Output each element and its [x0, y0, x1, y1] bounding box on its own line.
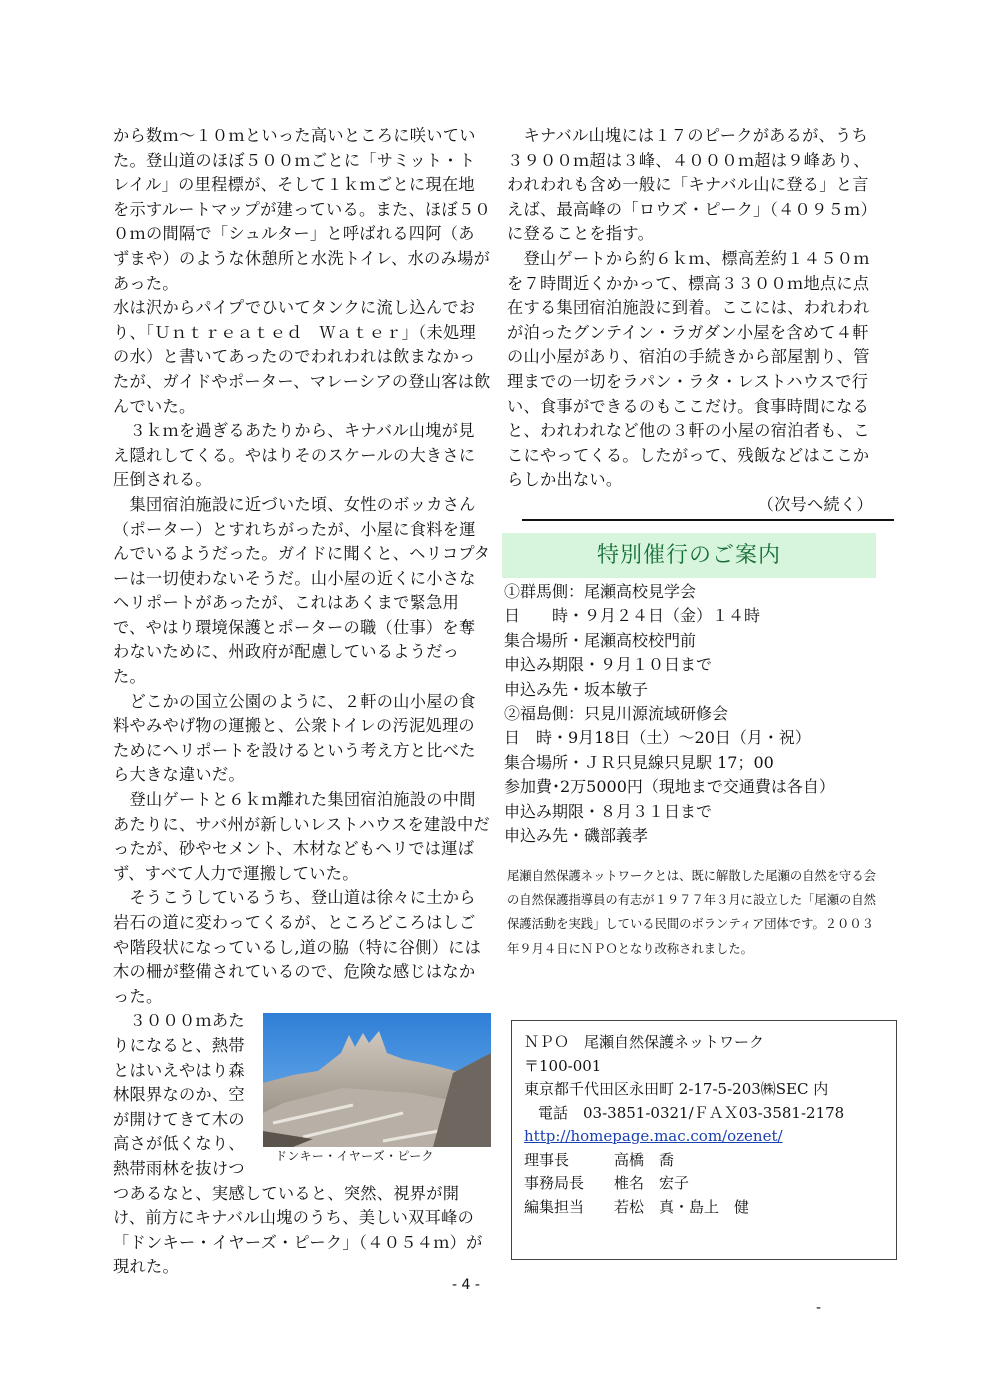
organization-description: [507, 864, 877, 961]
article-paragraph: どこかの国立公園のように、２軒の山小屋の食料やみやげ物の運搬と、公衆トイレの汚泥処理のためにヘリポートを設けるという考え方と比べたら大きな違いだ。: [113, 691, 476, 785]
staff-line: 編集担当 若松 真・島上 健: [524, 1197, 750, 1216]
about-text: 尾瀬自然保護ネットワークとは、既に解散した尾瀬の自然を守る会の自然保護指導員の有志が１９７７年３月に設立した「尾瀬の自然保護活動を実践」している民間のボランティア団体です。２００３年９月４日にＮＰＯとなり改称されました。: [507, 869, 876, 956]
article-left-column: [113, 124, 491, 1280]
notice-line: 日 時・９月２４日（金）１４時: [504, 606, 761, 626]
article-paragraph: ３ｋｍを過ぎるあたりから、キナバル山塊が見え隠れしてくる。やはりそのスケールの大きさに圧倒される。: [113, 421, 476, 490]
website-link[interactable]: http://homepage.mac.com/ozenet/: [524, 1127, 783, 1145]
notice-line: 集合場所・尾瀬高校校門前: [504, 630, 697, 650]
donkey-ears-peak-photo: [263, 1013, 491, 1147]
article-paragraph: ３０００ｍあたりになると、熱帯とはいえやはり森林限界なのか、空が開けてきて木の高さが低くなり、熱帯雨林を抜けつつあるなと、実感していると、突然、視界が開け、前方にキナバル山塊のうち、美しい双耳峰の「ドンキー・イヤーズ・ピーク」（４０５４ｍ）が現れた。: [113, 1011, 483, 1277]
address: 東京都千代田区永田町 2-17-5-203㈱SEC 内: [524, 1080, 829, 1098]
continued-note: （次号へ続く）: [757, 494, 873, 514]
notice-line: ①群馬側：尾瀬高校見学会: [504, 582, 697, 601]
notice-title: 特別催行のご案内: [502, 533, 876, 578]
corner-mark: -: [816, 1300, 822, 1316]
article-paragraph: 登山ゲートから約６ｋｍ、標高差約１４５０ｍを７時間近くかかって、標高３３００ｍ地点に点在する集団宿泊施設に到着。ここには、われわれが泊ったグンテイン・ラガダン小屋を含めて４軒の山小屋があり、宿泊の手続きから部屋割り、管理までの一切をラパン・ラタ・レストハウスで行い、食事ができるのもここだけ。食事時間になると、われわれなど他の３軒の小屋の宿泊者も、ここにやってくる。したがって、残飯などはここからしか出ない。: [507, 248, 870, 490]
section-divider: [522, 519, 894, 521]
org-name: ＮＰＯ 尾瀬自然保護ネットワーク: [524, 1033, 765, 1051]
article-paragraph: 集団宿泊施設に近づいた頃、女性のボッカさん（ポーター）とすれちがったが、小屋に食料を運んでいるようだった。ガイドに聞くと、ヘリコプターは一切使わないそうだ。山小屋の近くに小さなヘリポートがあったが、これはあくまで緊急用で、やはり環境保護とポーターの職（仕事）を奪わないために、州政府が配慮しているようだった。: [113, 494, 491, 687]
notice-line: 申込み期限・８月３１日まで: [504, 801, 713, 821]
notice-line: 申込み先・磯部義孝: [504, 826, 649, 846]
article-right-column: [507, 124, 879, 518]
page-number: - 4 -: [452, 1277, 480, 1293]
staff-line: 理事長 高橋 喬: [524, 1150, 675, 1169]
photo-caption: ドンキー・イヤーズ・ピーク: [275, 1149, 434, 1164]
article-paragraph: 登山ゲートと６ｋｍ離れた集団宿泊施設の中間あたりに、サバ州が新しいレストハウスを建設中だったが、砂やセメント、木材などもヘリでは運ばず、すべて人力で運搬していた。: [113, 790, 490, 883]
photo-figure: [263, 1013, 491, 1165]
article-paragraph: キナバル山塊には１７のピークがあるが、うち３９００ｍ超は３峰、４０００ｍ超は９峰あり、われわれも含め一般に「キナバル山に登る」と言えば、最高峰の「ロウズ・ピーク」（４０９５ｍ）に登ることを指す。: [507, 126, 877, 244]
phone-fax: 電話 03-3851-0321/ＦＡＸ03-3581-2178: [538, 1103, 845, 1122]
staff-line: 事務局長 椎名 宏子: [524, 1174, 690, 1192]
notice-line: 申込み期限・９月１０日まで: [504, 655, 713, 675]
article-paragraph: 水は沢からパイプでひいてタンクに流し込んでおり、「Ｕｎｔｒｅａｔｅｄ Ｗａｔｅｒ」（未処理の水）と書いてあったのでわれわれは飲まなかったが、ガイドやポーター、マレーシアの登山客は飲んでいた。: [113, 298, 491, 416]
article-paragraph: から数ｍ～１０ｍといった高いところに咲いていた。登山道のほぼ５００ｍごとに「サミット・トレイル」の里程標が、そして１ｋｍごとに現在地を示すルートマップが建っている。また、ほぼ５００ｍの間隔で「シュルター」と呼ばれる四阿（あずまや）のような休憩所と水洗トイレ、水のみ場があった。: [113, 126, 491, 293]
postal-code: 〒100-001: [524, 1056, 602, 1075]
notice-line: 申込み先・坂本敏子: [504, 679, 649, 699]
contact-box: [511, 1020, 897, 1260]
notice-details: [504, 580, 894, 848]
notice-line: 参加費･2万5000円（現地まで交通費は各自）: [504, 777, 835, 797]
notice-line: ②福島側：只見川源流域研修会: [504, 704, 729, 724]
notice-line: 日 時・9月18日（土）～20日（月・祝）: [504, 728, 811, 748]
article-paragraph: そうこうしているうち、登山道は徐々に土から岩石の道に変わってくるが、ところどころはしごや階段状になっているし,道の脇（特に谷側）には木の柵が整備されているので、危険な感じはなかった。: [113, 888, 482, 1006]
notice-line: 集合場所・ＪＲ只見線只見駅 17；00: [504, 752, 774, 772]
